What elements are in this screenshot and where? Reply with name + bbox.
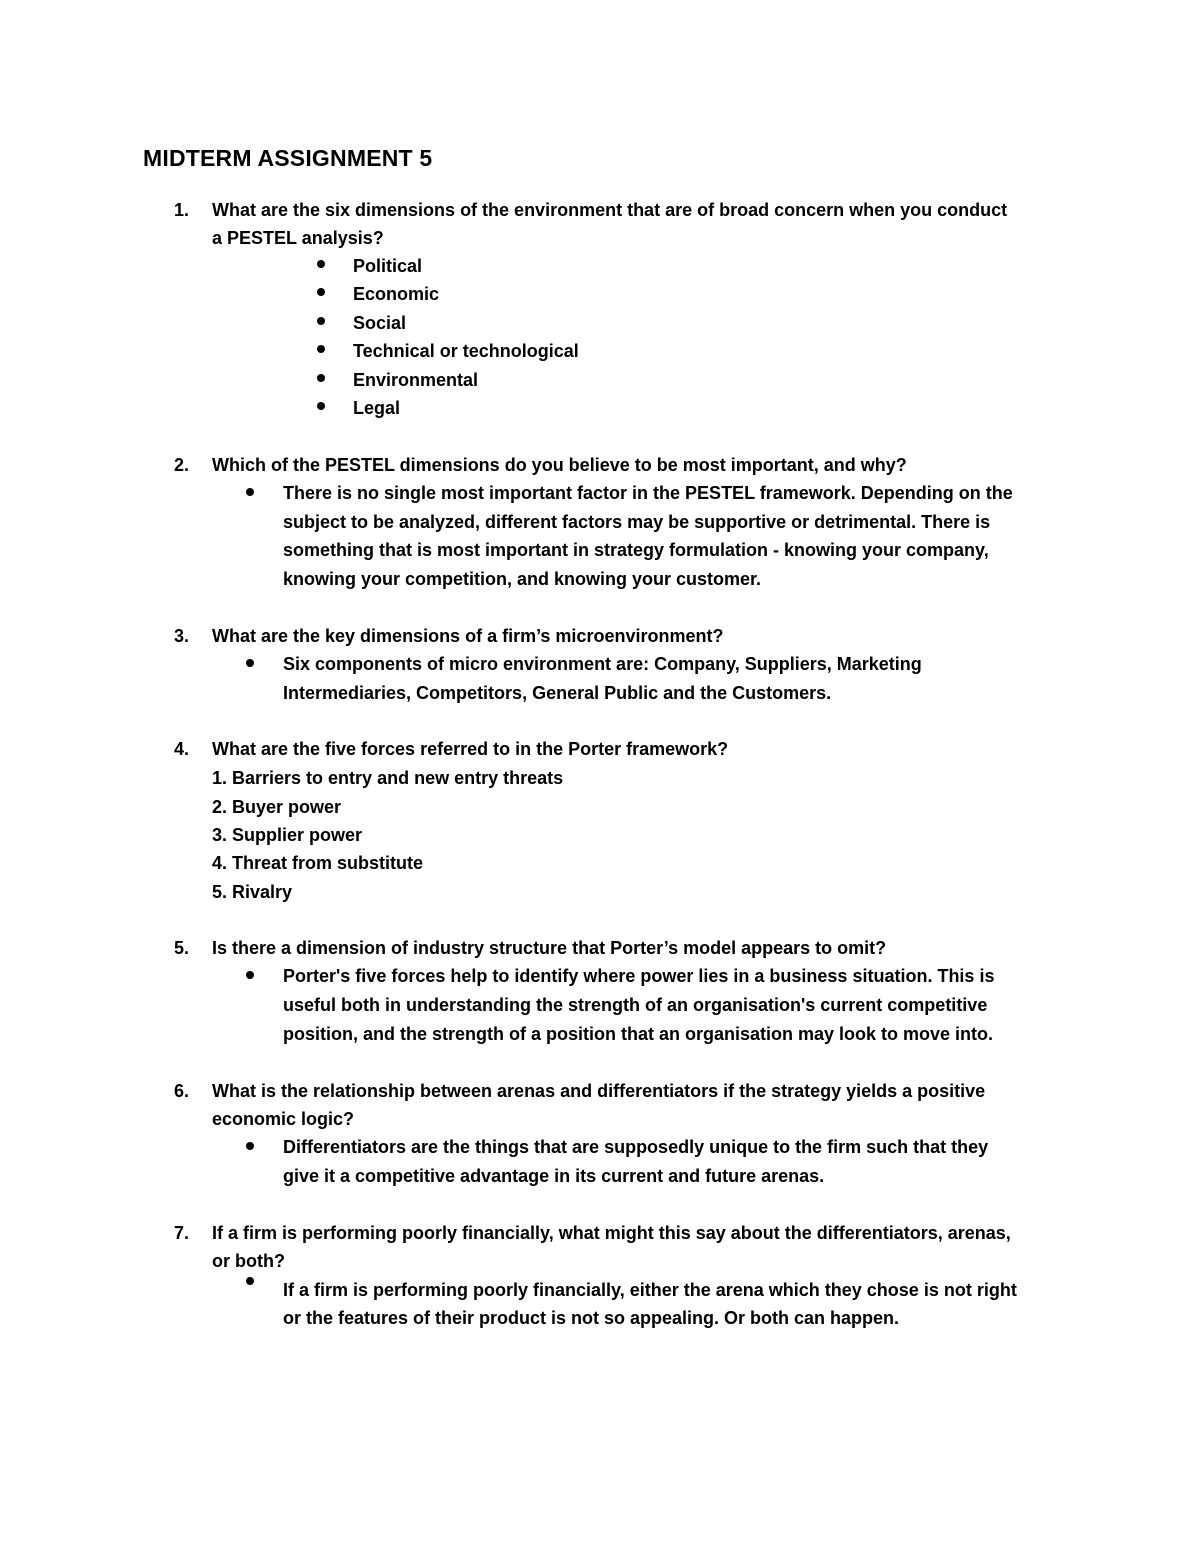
bullet-icon bbox=[317, 317, 325, 325]
question-text: What is the relationship between arenas and differentiators if the strategy yields a positive bbox=[212, 1081, 986, 1101]
question-text: a PESTEL analysis? bbox=[212, 228, 384, 248]
bullet-icon bbox=[317, 288, 325, 296]
list-item: 1. Barriers to entry and new entry threats bbox=[212, 768, 564, 788]
bullet-icon bbox=[246, 488, 254, 496]
question-number: 3. bbox=[174, 626, 190, 646]
question-number: 6. bbox=[174, 1081, 190, 1101]
bullet-icon bbox=[317, 345, 325, 353]
question-text: What are the key dimensions of a firm’s microenvironment? bbox=[212, 626, 724, 646]
answer-text: subject to be analyzed, different factors may be supportive or detrimental. There is bbox=[283, 512, 991, 532]
question-number: 1. bbox=[174, 200, 190, 220]
answer-text: Differentiators are the things that are supposedly unique to the firm such that they bbox=[283, 1137, 989, 1157]
list-item: 4. Threat from substitute bbox=[212, 853, 424, 873]
list-item: 3. Supplier power bbox=[212, 825, 363, 845]
question-number: 5. bbox=[174, 938, 190, 958]
answer-text: If a firm is performing poorly financially, either the arena which they chose is not right bbox=[283, 1280, 1017, 1300]
bullet-icon bbox=[317, 374, 325, 382]
question-text: What are the six dimensions of the environment that are of broad concern when you conduct bbox=[212, 200, 1008, 220]
answer-text: useful both in understanding the strength of an organisation's current competitive bbox=[283, 995, 988, 1015]
answer-text: Porter's five forces help to identify where power lies in a business situation. This is bbox=[283, 966, 995, 986]
answer-text: or the features of their product is not so appealing. Or both can happen. bbox=[283, 1308, 900, 1328]
question-number: 4. bbox=[174, 739, 190, 759]
bullet-icon bbox=[317, 260, 325, 268]
answer-text: Intermediaries, Competitors, General Public and the Customers. bbox=[283, 683, 832, 703]
answer-text: knowing your competition, and knowing your customer. bbox=[283, 569, 762, 589]
question-text: economic logic? bbox=[212, 1109, 355, 1129]
bullet-icon bbox=[246, 659, 254, 667]
question-text: Which of the PESTEL dimensions do you believe to be most important, and why? bbox=[212, 455, 907, 475]
question-text: or both? bbox=[212, 1251, 285, 1271]
list-item: Environmental bbox=[353, 370, 479, 390]
answer-text: give it a competitive advantage in its current and future arenas. bbox=[283, 1166, 825, 1186]
list-item: Political bbox=[353, 256, 423, 276]
bullet-icon bbox=[317, 402, 325, 410]
bullet-icon bbox=[246, 971, 254, 979]
answer-text: something that is most important in strategy formulation - knowing your company, bbox=[283, 540, 989, 560]
list-item: 2. Buyer power bbox=[212, 797, 342, 817]
question-number: 2. bbox=[174, 455, 190, 475]
answer-text: Six components of micro environment are: Company, Suppliers, Marketing bbox=[283, 654, 922, 674]
list-item: Economic bbox=[353, 284, 440, 304]
answer-text: position, and the strength of a position that an organisation may look to move into. bbox=[283, 1024, 994, 1044]
question-text: What are the five forces referred to in the Porter framework? bbox=[212, 739, 729, 759]
answer-text: There is no single most important factor in the PESTEL framework. Depending on the bbox=[283, 483, 1013, 503]
question-number: 7. bbox=[174, 1223, 190, 1243]
bullet-icon bbox=[246, 1277, 254, 1285]
question-text: Is there a dimension of industry structure that Porter’s model appears to omit? bbox=[212, 938, 887, 958]
bullet-icon bbox=[246, 1142, 254, 1150]
page-title: MIDTERM ASSIGNMENT 5 bbox=[143, 145, 433, 171]
list-item: Legal bbox=[353, 398, 401, 418]
list-item: Social bbox=[353, 313, 407, 333]
question-text: If a firm is performing poorly financially, what might this say about the differentiators, arenas, bbox=[212, 1223, 1011, 1243]
list-item: Technical or technological bbox=[353, 341, 579, 361]
list-item: 5. Rivalry bbox=[212, 882, 293, 902]
